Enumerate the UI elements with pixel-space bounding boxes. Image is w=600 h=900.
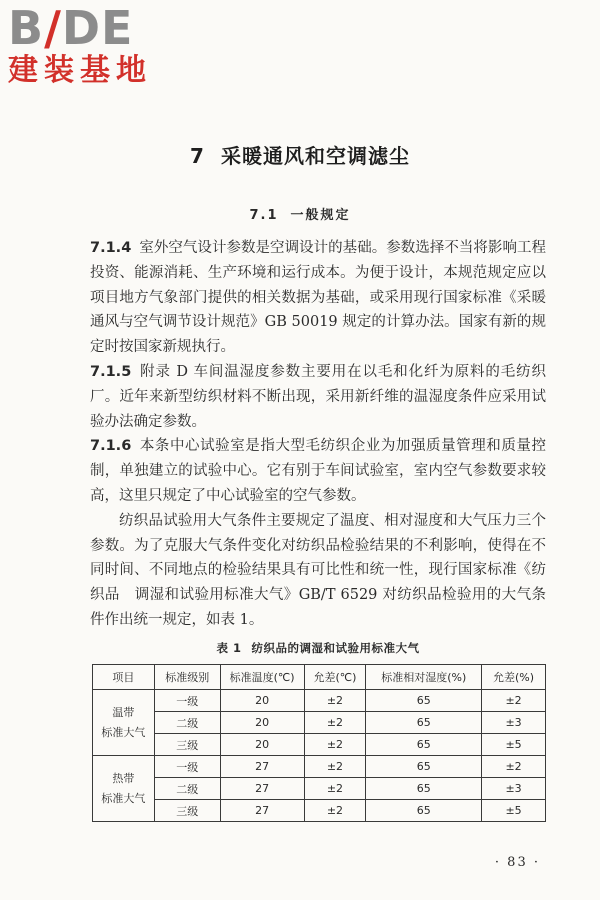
chapter-title <box>0 140 600 169</box>
table-cell: 65 <box>366 778 482 800</box>
chapter-title-text: 采暖通风和空调滤尘 <box>220 144 410 168</box>
table-cell: ±5 <box>482 800 546 822</box>
paragraph-text: 室外空气设计参数是空调设计的基础。参数选择不当将影响工程投资、能源消耗、生产环境和运行成本。为便于设计，本规范规定应以项目地方气象部门提供的相关数据为基础，或采用现行国家标准《采暖通风与空气调节设计规范》GB 50019 规定的计算办法。国家有新的规定时按国家新规执行。 <box>90 240 546 356</box>
section-title-text: 一般规定 <box>290 208 351 223</box>
clause-number: 7.1.5 <box>90 363 132 380</box>
section-title <box>0 204 600 223</box>
table-cell: 二级 <box>154 712 220 734</box>
table-caption-text: 纺织品的调湿和试验用标准大气 <box>251 641 420 655</box>
table-cell: 二级 <box>154 778 220 800</box>
table-cell: 65 <box>366 734 482 756</box>
page-number: · 83 · <box>494 855 540 870</box>
table-cell: 65 <box>366 712 482 734</box>
paragraph-7-1-4 <box>90 236 546 360</box>
table-cell: ±2 <box>482 690 546 712</box>
table-cell: 一级 <box>154 756 220 778</box>
table-cell: ±2 <box>304 734 366 756</box>
table-cell: 三级 <box>154 734 220 756</box>
table-cell: ±5 <box>482 734 546 756</box>
clause-number: 7.1.4 <box>90 240 132 256</box>
chapter-number: 7 <box>190 144 205 168</box>
paragraph-7-1-5 <box>90 360 546 434</box>
table-header-cell: 标准相对湿度(%) <box>366 665 482 690</box>
clause-number: 7.1.6 <box>90 438 132 455</box>
table-header-cell: 允差(℃) <box>304 665 366 690</box>
paragraph-7-1-6 <box>90 434 546 508</box>
group-label-temperate: 温带 标准大气 <box>93 690 155 756</box>
table-cell: ±2 <box>482 756 546 778</box>
table-cell: ±2 <box>304 778 366 800</box>
paragraph-text: 附录 D 车间温湿度参数主要用在以毛和化纤为原料的毛纺织厂。近年来新型纺织材料不断出现，采用新纤维的温湿度条件应采用试验办法确定参数。 <box>90 363 546 430</box>
table-cell: 65 <box>366 800 482 822</box>
standard-atmosphere-table <box>92 664 546 822</box>
logo-wordmark: B/DE <box>8 1 134 55</box>
body-text <box>90 236 546 633</box>
paragraph-text: 本条中心试验室是指大型毛纺织企业为加强质量管理和质量控制，单独建立的试验中心。它有别于车间试验室，室内空气参数要求较高，这里只规定了中心试验室的空气参数。 <box>90 438 546 504</box>
section-number: 7.1 <box>249 208 279 223</box>
table-row <box>93 690 546 712</box>
table-row <box>93 734 546 756</box>
table-caption <box>90 640 546 656</box>
table-cell: 65 <box>366 690 482 712</box>
table-cell: ±2 <box>304 690 366 712</box>
table-cell: 三级 <box>154 800 220 822</box>
bade-logo <box>8 1 178 94</box>
logo-subtitle: 建装基地 <box>8 53 152 88</box>
table-cell: ±3 <box>482 712 546 734</box>
group-label-tropical: 热带 标准大气 <box>93 756 155 822</box>
paragraph-continuation <box>90 509 546 633</box>
table-cell: ±2 <box>304 800 366 822</box>
table-cell: 20 <box>220 734 304 756</box>
table-cell: 27 <box>220 778 304 800</box>
table-row <box>93 756 546 778</box>
table-cell: 20 <box>220 690 304 712</box>
table-header-cell: 标准温度(℃) <box>220 665 304 690</box>
table-row <box>93 800 546 822</box>
table-cell: 27 <box>220 800 304 822</box>
table-header-cell: 项目 <box>93 665 155 690</box>
table-row <box>93 778 546 800</box>
paragraph-text: 纺织品试验用大气条件主要规定了温度、相对湿度和大气压力三个参数。为了克服大气条件变化对纺织品检验结果的不利影响，使得在不同时间、不同地点的检验结果具有可比性和统一性，现行国家标准《纺织品 调湿和试验用标准大气》GB/T 6529 对纺织品检验用的大气条件作出统一规定，如表 1。 <box>90 512 546 628</box>
table-caption-number: 表 1 <box>216 641 242 655</box>
table-header-cell: 允差(%) <box>482 665 546 690</box>
table-cell: 65 <box>366 756 482 778</box>
table-header-cell: 标准级别 <box>154 665 220 690</box>
table-cell: ±3 <box>482 778 546 800</box>
table-cell: ±2 <box>304 712 366 734</box>
table-header-row <box>93 665 546 690</box>
table-row <box>93 712 546 734</box>
table-cell: ±2 <box>304 756 366 778</box>
table-cell: 27 <box>220 756 304 778</box>
table-cell: 一级 <box>154 690 220 712</box>
table-cell: 20 <box>220 712 304 734</box>
